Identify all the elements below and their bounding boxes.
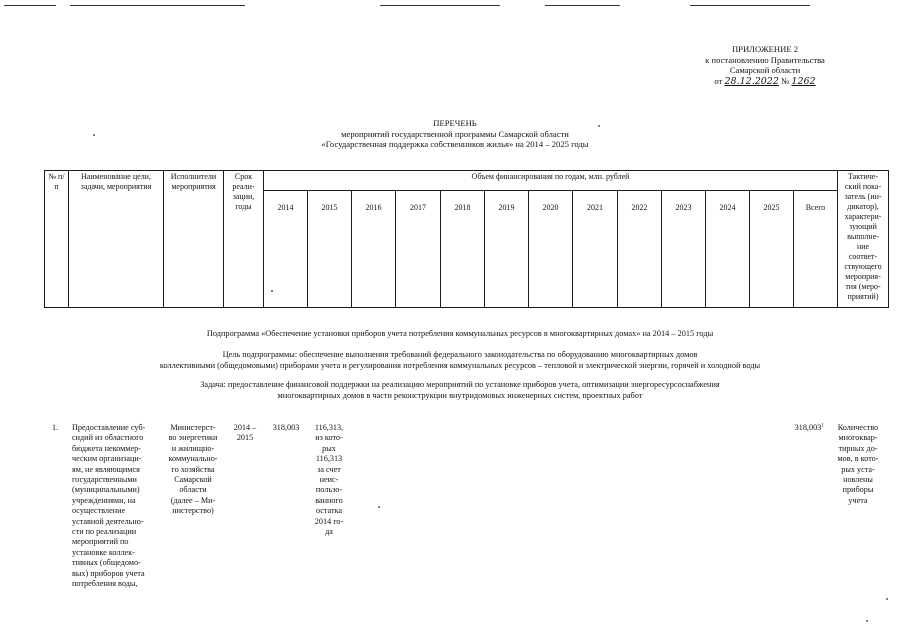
indicator-line: зующий [849, 222, 877, 231]
indicator-line: затель (ин- [844, 192, 882, 201]
total-value: 318,003 [794, 423, 822, 432]
year-header-2017: 2017 [396, 191, 441, 308]
row-term [228, 423, 262, 444]
v2015-line: из кото- [315, 433, 343, 443]
scan-edge-line [545, 5, 620, 6]
row-name [72, 423, 160, 590]
indicator-value-line: тирных до- [838, 443, 878, 453]
indicator-value-line: приборы [842, 485, 874, 495]
exec-line: нистерство) [172, 506, 214, 516]
indicator-value-line: многоквар- [838, 433, 878, 443]
name-line: вых) приборов учета [72, 568, 145, 578]
col-name-header: Наименование цели, задачи, мероприятия [69, 171, 164, 308]
year-header-2020: 2020 [529, 191, 573, 308]
scan-edge-line [70, 5, 245, 6]
v2015-line: 116,313 [315, 454, 343, 464]
year-header-2019: 2019 [485, 191, 529, 308]
name-line: государственными [72, 475, 137, 485]
exec-line: коммунально- [168, 454, 218, 464]
indicator-value-line: рых уста- [841, 464, 875, 474]
exec-line: Самарской [174, 475, 212, 485]
name-line: мероприятий по [72, 537, 129, 547]
v2015-line: 2014 го- [314, 516, 344, 526]
term-line: реали- [232, 182, 255, 191]
name-line: уставной деятельно- [72, 516, 144, 526]
heading-line1: мероприятий государственной программы Самарской области [341, 128, 569, 139]
row-value-2015 [308, 423, 350, 537]
indicator-line: Тактиче- [847, 172, 879, 181]
name-line: Предоставление суб- [72, 423, 146, 432]
indicator-value-line: мов, в кото- [837, 454, 879, 464]
name-line: учреждениями, на [72, 495, 136, 505]
name-line: сти по реализации [72, 527, 137, 537]
document-heading [250, 118, 660, 150]
indicator-line: ствующего [844, 262, 882, 271]
col-exec-header: Исполнители мероприятия [164, 171, 224, 308]
term-line: годы [235, 202, 252, 211]
indicator-value-line: Количество [837, 423, 879, 432]
appendix-block [690, 44, 840, 87]
indicator-line: приятий) [847, 292, 879, 301]
year-header-2015: 2015 [308, 191, 352, 308]
year-header-2024: 2024 [706, 191, 750, 308]
indicator-line: характери- [844, 212, 882, 221]
indicator-line: дикатор), [847, 202, 879, 211]
heading-title: ПЕРЕЧЕНЬ [433, 118, 477, 128]
v2015-line: да [325, 527, 333, 537]
year-header-total: Всего [794, 191, 838, 308]
v2015-line: неис- [319, 475, 339, 485]
scan-speck [886, 598, 888, 600]
name-line: ческим организаци- [72, 454, 142, 464]
row-total [778, 423, 824, 433]
task-block [40, 380, 880, 401]
scan-edge-line [380, 5, 500, 6]
term-value-line: 2014 – [233, 423, 257, 432]
total-footnote-mark: 1 [821, 422, 824, 429]
handwritten-number: 1262 [791, 75, 816, 87]
date-prefix: от [714, 75, 723, 86]
name-line: сидий из областного [72, 433, 144, 443]
goal-block [40, 350, 880, 371]
year-header-2023: 2023 [662, 191, 706, 308]
indicator-line: соответ- [848, 252, 878, 261]
year-header-2018: 2018 [441, 191, 485, 308]
row-executor [164, 423, 222, 517]
indicator-line: мероприя- [845, 272, 881, 281]
name-line: потребления воды, [72, 579, 138, 589]
exec-line: (далее – Ми- [170, 495, 216, 505]
col-num-header: № п/п [45, 171, 69, 308]
term-value-line: 2015 [236, 433, 254, 443]
header-table [44, 170, 889, 308]
v2015-line: 116,313, [314, 423, 344, 432]
scan-speck [271, 290, 273, 292]
name-line: ям, не являющимся [72, 464, 140, 474]
year-header-2025: 2025 [750, 191, 794, 308]
subprogram-title: Подпрограмма «Обеспечение установки приборов учета потребления коммунальных ресурсов в многоквартирных домах» на 2014 – 2015 годы [206, 329, 714, 338]
name-line: осуществление [72, 506, 126, 516]
exec-line: Министерст- [170, 423, 216, 432]
col-funding-header: Объем финансирования по годам, млн. рублей [264, 171, 838, 191]
scan-speck [866, 620, 868, 622]
scan-speck [378, 506, 380, 508]
indicator-line: тия (меро- [845, 282, 881, 291]
v2015-line: за счет [317, 464, 341, 474]
year-header-2016: 2016 [352, 191, 396, 308]
name-line: (муниципальными) [72, 485, 140, 495]
appendix-title: ПРИЛОЖЕНИЕ 2 [731, 44, 799, 54]
name-line: тивных (общедомо- [72, 558, 141, 568]
exec-line: во энергетики [168, 433, 218, 443]
goal-line2: коллективными (общедомовыми) приборами учета и регулирования потребления коммунальных ресурсов – тепловой и электрической энергии, горячей и холодной воды [159, 360, 761, 370]
heading-line2: «Государственная поддержка собственников жилья» на 2014 – 2025 годы [321, 139, 589, 149]
name-line: бюджета некоммер- [72, 443, 141, 453]
handwritten-date: 28.12.2022 [724, 75, 779, 87]
row-number: 1. [52, 423, 59, 432]
scan-speck [93, 134, 95, 136]
col-term-header [224, 171, 264, 308]
scan-speck [598, 125, 600, 127]
task-line1: Задача: предоставление финансовой поддержки на реализацию мероприятий по установке приборов учета, оптимизации энергоресурсоснабжения [200, 380, 720, 389]
v2015-line: остатка [315, 506, 343, 516]
indicator-value-line: учета [848, 495, 868, 505]
task-line2: многоквартирных домов в части реконструкции внутридомовых инженерных систем, проектных работ [277, 390, 643, 400]
year-header-2014: 2014 [264, 191, 308, 308]
row-indicator [832, 423, 884, 506]
v2015-line: ванного [315, 495, 343, 505]
appendix-line1: к постановлению Правительства [705, 54, 825, 65]
year-header-2021: 2021 [573, 191, 618, 308]
v2015-line: рых [322, 443, 336, 453]
indicator-line: выполне- [847, 232, 879, 241]
scan-edge-line [4, 5, 56, 6]
term-line: Срок [234, 172, 253, 181]
term-line: зации, [232, 192, 255, 201]
indicator-line: ние [856, 242, 870, 251]
number-prefix: № [781, 75, 790, 86]
row-value-2014: 318,003 [272, 423, 300, 432]
exec-line: и жилищно- [171, 443, 215, 453]
appendix-line2: Самарской области [729, 65, 801, 75]
appendix-date-line [690, 76, 840, 88]
year-header-2022: 2022 [618, 191, 662, 308]
exec-line: го хозяйства [171, 464, 215, 474]
indicator-value-line: новлены [843, 475, 873, 485]
scan-edge-line [690, 5, 810, 6]
indicator-line: ский пока- [844, 182, 882, 191]
goal-line1: Цель подпрограммы: обеспечение выполнения требований федерального законодательства по оборудованию многоквартирных домов [222, 350, 698, 359]
v2015-line: пользо- [315, 485, 343, 495]
name-line: установке коллек- [72, 547, 135, 557]
col-indicator-header [838, 171, 889, 308]
exec-line: области [179, 485, 207, 495]
